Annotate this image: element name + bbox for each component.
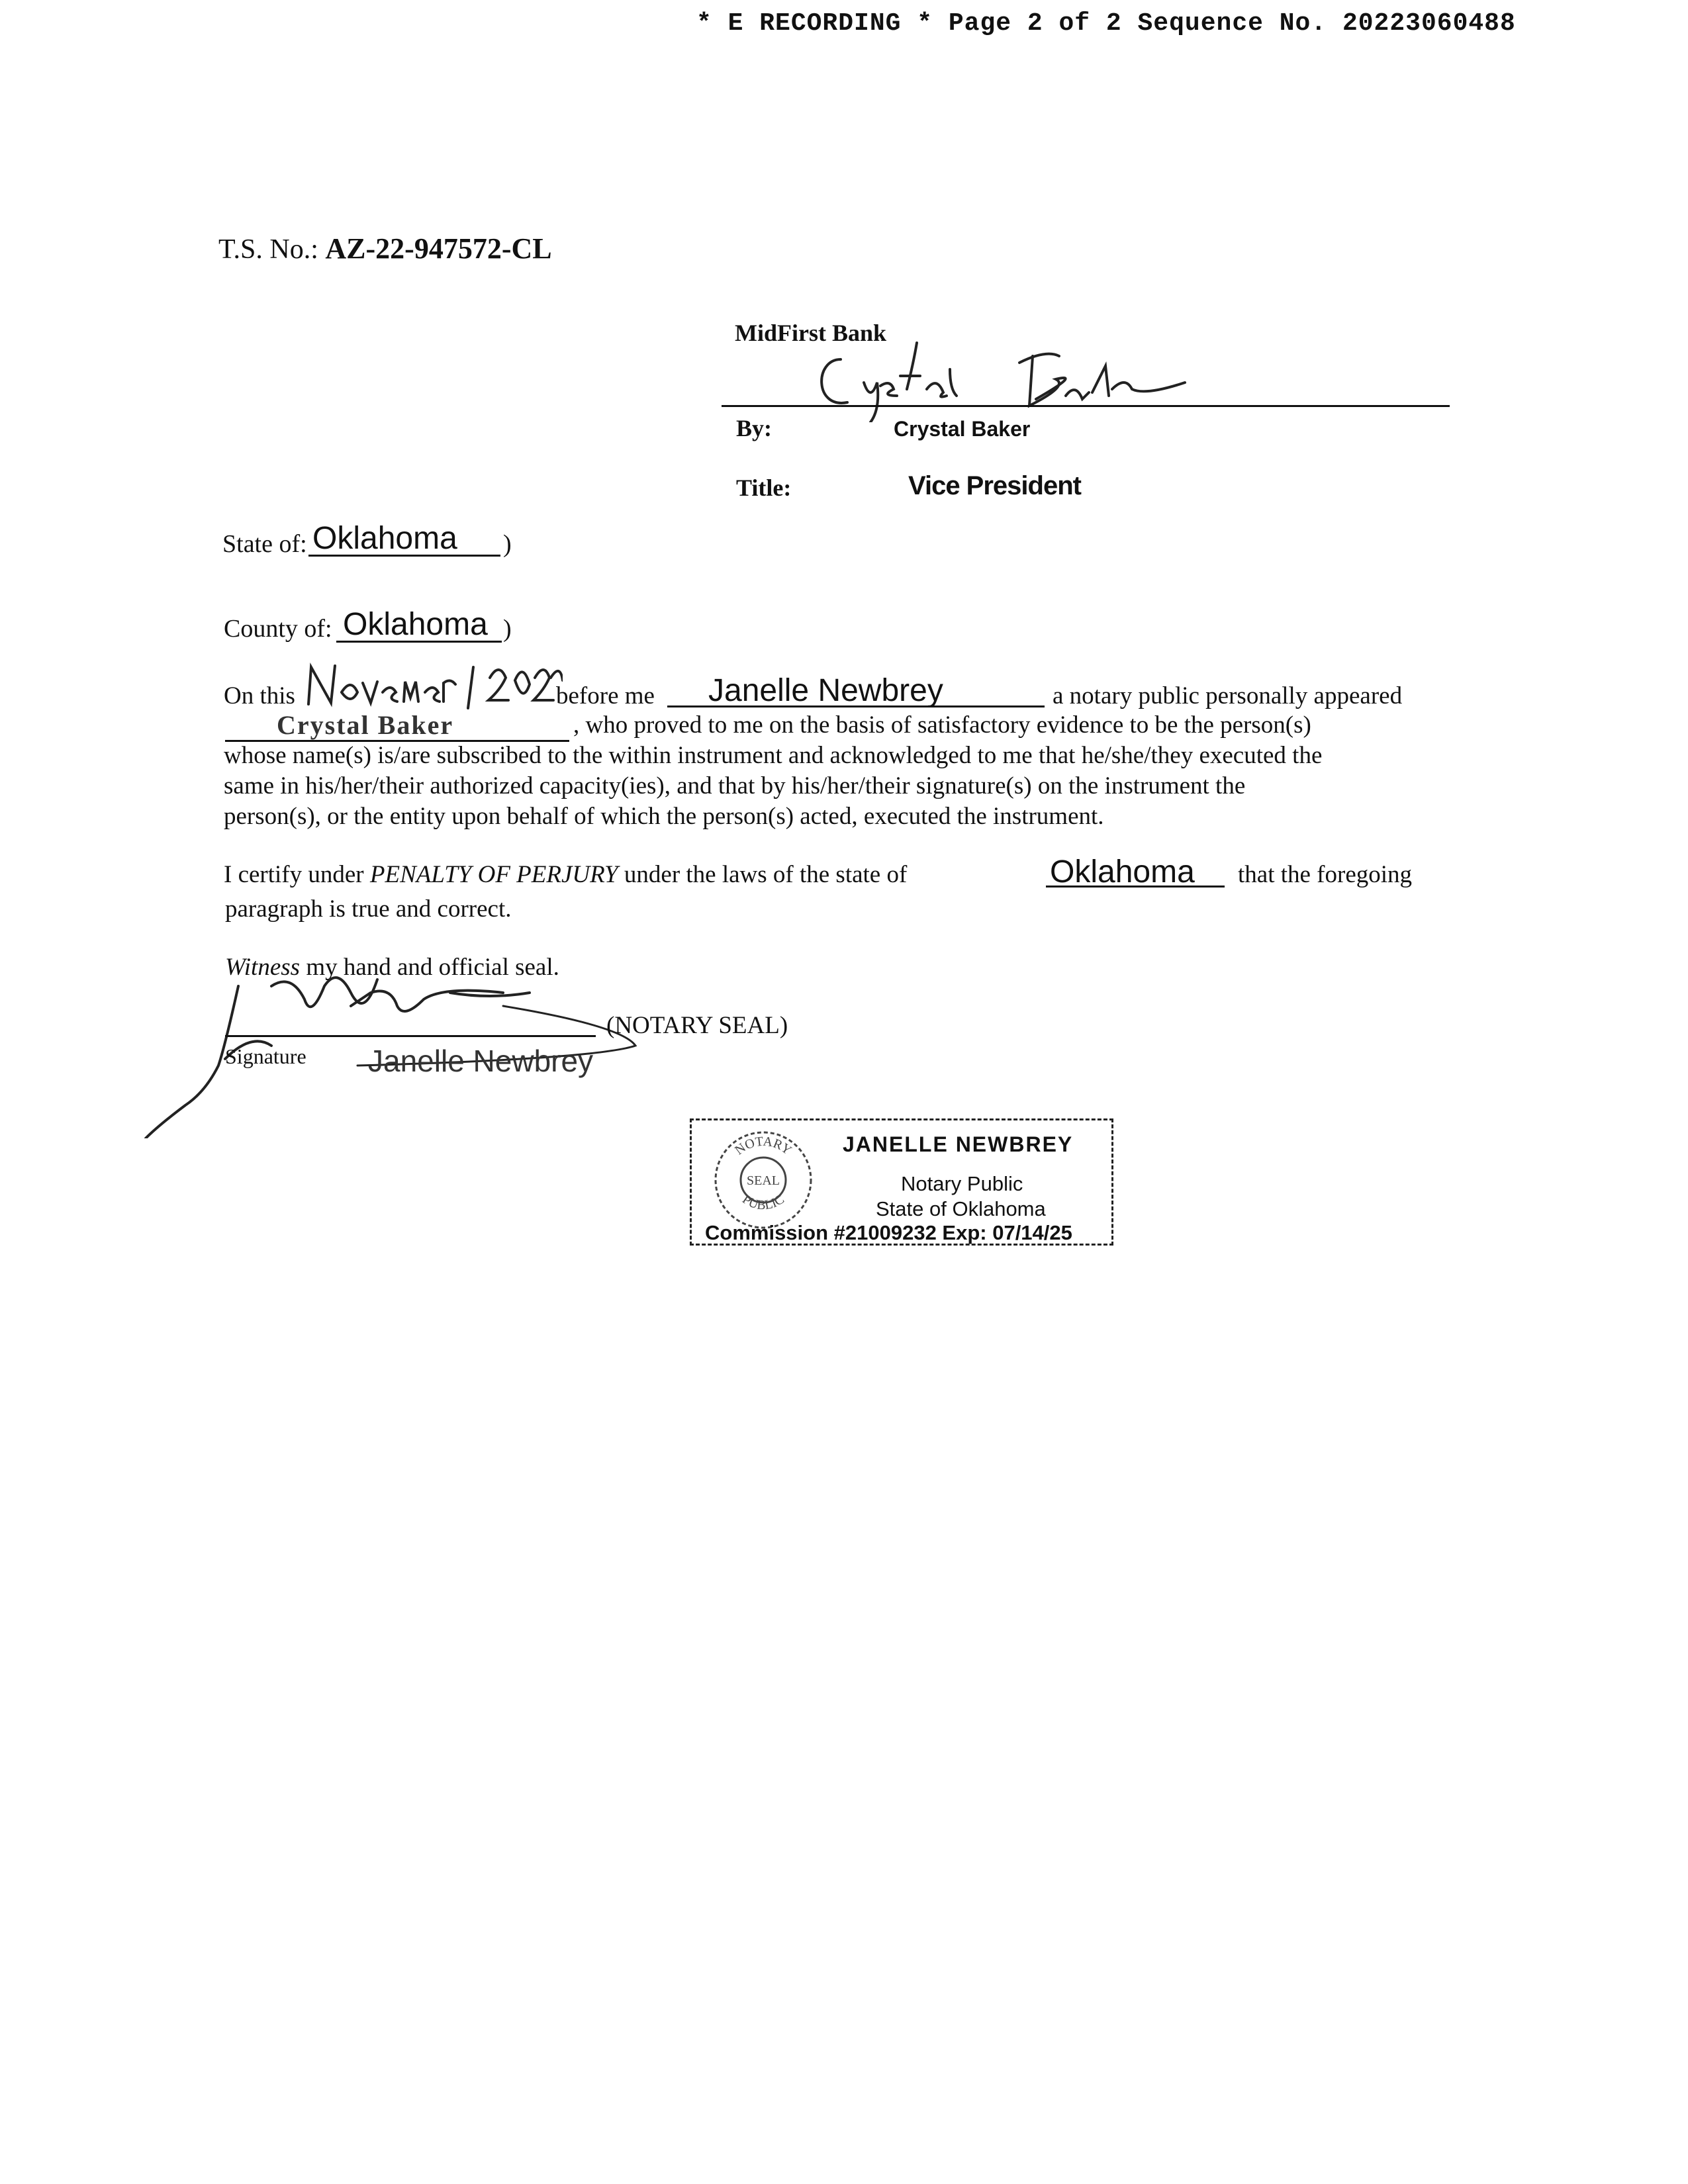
- stamp-state: State of Oklahoma: [876, 1197, 1046, 1220]
- stamp-role: Notary Public: [901, 1172, 1023, 1195]
- county-label: County of:: [224, 615, 332, 643]
- certification-state: Oklahoma: [1050, 854, 1195, 889]
- certification-line: [224, 860, 907, 889]
- ts-number: AZ-22-947572-CL: [325, 232, 552, 265]
- by-label: By:: [736, 415, 772, 441]
- certification-line-2: paragraph is true and correct.: [225, 895, 512, 923]
- notary-seal-emblem: [710, 1127, 816, 1233]
- acknowledgment-line-4: same in his/her/their authorized capacity(ies), and that by his/her/their signature(s) on the instrument the: [224, 772, 1246, 799]
- acknowledgment-notary-name: Janelle Newbrey: [708, 673, 943, 708]
- seal-bottom-text: PUBLIC: [739, 1191, 787, 1213]
- notary-stamp: [690, 1118, 1113, 1246]
- svg-text:PUBLIC: [739, 1192, 786, 1212]
- acknowledgment-line-2: , who proved to me on the basis of satisfactory evidence to be the person(s): [573, 711, 1311, 739]
- county-paren: ): [503, 615, 512, 643]
- certification-state-underline: [1046, 886, 1225, 887]
- handwritten-date: [305, 658, 563, 713]
- on-this-label: On this: [224, 682, 295, 709]
- state-label: State of:: [222, 530, 307, 558]
- title-label: Title:: [736, 475, 792, 501]
- acknowledgment-line-5: person(s), or the entity upon behalf of which the person(s) acted, executed the instrument.: [224, 803, 1104, 830]
- certification-suffix: that the foregoing: [1238, 861, 1413, 888]
- certification-penalty: PENALTY OF PERJURY: [369, 861, 618, 888]
- county-underline: [336, 641, 502, 643]
- recording-header: * E RECORDING * Page 2 of 2 Sequence No. 20223060488: [696, 9, 1516, 38]
- acknowledgment-line-3: whose name(s) is/are subscribed to the within instrument and acknowledged to me that he/she/they executed the: [224, 742, 1323, 769]
- notary-seal-label: (NOTARY SEAL): [606, 1012, 788, 1039]
- before-me-label: before me: [556, 682, 655, 709]
- certification-middle: under the laws of the state of: [618, 861, 908, 888]
- ts-number-line: [218, 232, 552, 265]
- state-paren: ): [503, 530, 512, 558]
- signature-label: Signature: [225, 1044, 306, 1068]
- notary-name-underline: [667, 705, 1045, 707]
- ts-label: T.S. No.:: [218, 234, 326, 265]
- bank-name: MidFirst Bank: [735, 320, 887, 346]
- seal-center-text: SEAL: [747, 1173, 780, 1188]
- notary-signature-line: [225, 1035, 596, 1037]
- county-value: Oklahoma: [343, 607, 488, 642]
- state-underline: [308, 555, 500, 557]
- signer-signature-line: [722, 405, 1450, 407]
- by-name: Crystal Baker: [894, 417, 1031, 441]
- seal-top-text: NOTARY: [732, 1134, 794, 1158]
- state-value: Oklahoma: [312, 521, 457, 556]
- certification-prefix: I certify under: [224, 861, 370, 888]
- witness-rest: my hand and official seal.: [300, 954, 559, 981]
- stamp-notary-name: JANELLE NEWBREY: [843, 1132, 1074, 1156]
- signer-signature: [801, 336, 1225, 422]
- stamp-commission: Commission #21009232 Exp: 07/14/25: [705, 1221, 1072, 1244]
- appeared-name: Crystal Baker: [277, 710, 454, 740]
- signature-name: Janelle Newbrey: [368, 1044, 594, 1078]
- appeared-text: a notary public personally appeared: [1053, 682, 1403, 709]
- title-value: Vice President: [908, 471, 1081, 500]
- witness-word: Witness: [225, 954, 301, 981]
